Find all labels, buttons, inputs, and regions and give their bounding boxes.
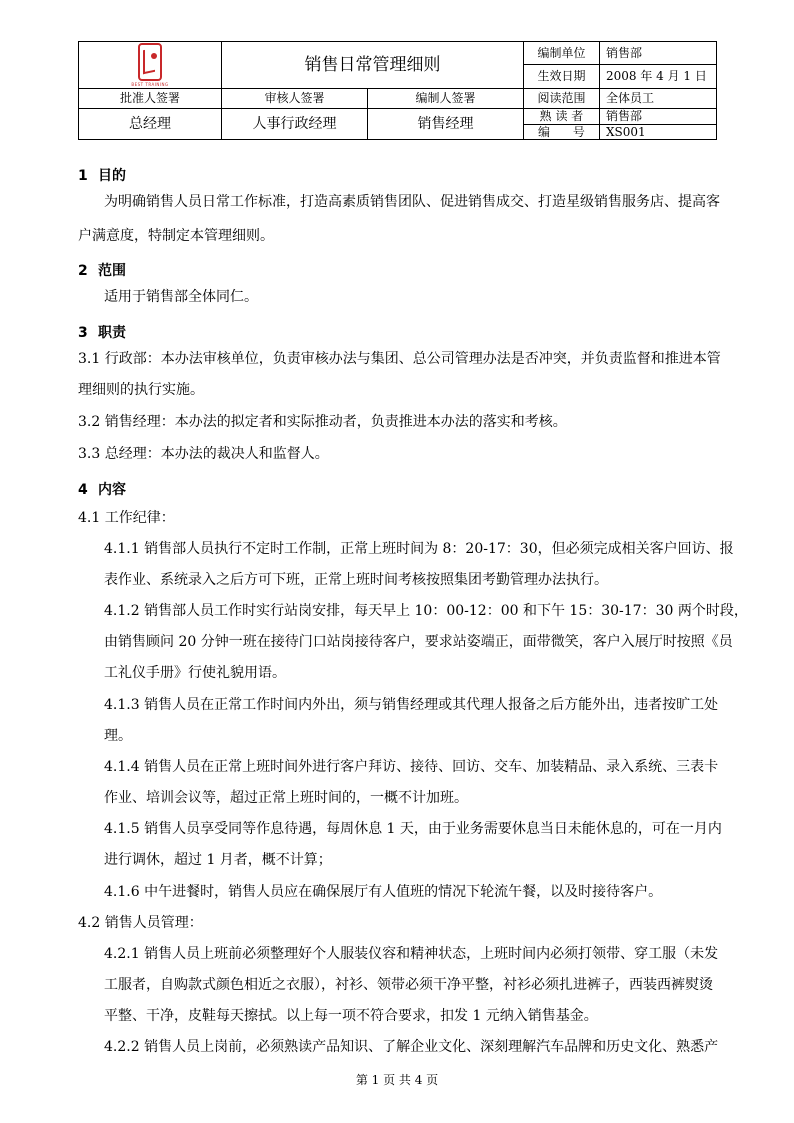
paragraph-line: 理细则的执行实施。: [78, 382, 204, 398]
sign-label-author: 编制人签署: [368, 89, 524, 109]
meta-label-effective-date: 生效日期: [524, 65, 600, 89]
document-title: 销售日常管理细则: [222, 42, 524, 89]
sign-label-approver: 批准人签署: [79, 89, 222, 109]
subsection-heading: 4.1 工作纪律：: [78, 510, 175, 526]
company-logo: [79, 42, 222, 89]
signer-author: 销售经理: [368, 109, 524, 140]
meta-value-scope: 全体员工: [600, 89, 717, 109]
paragraph-line: 平整、干净，皮鞋每天擦拭。以上每一项不符合要求，扣发 1 元纳入销售基金。: [104, 1008, 598, 1024]
paragraph-line: 进行调休，超过 1 月者，概不计算；: [104, 852, 332, 868]
paragraph-line: 作业、培训会议等，超过正常上班时间的，一概不计加班。: [104, 790, 468, 806]
section-heading-purpose: 1 目的: [78, 168, 126, 184]
seal-logo-icon: [138, 43, 162, 81]
meta-value-issuer: 销售部: [600, 42, 717, 65]
paragraph-line: 4.1.2 销售部人员工作时实行站岗安排，每天早上 10：00-12：00 和下午 15：30-17：30 两个时段，: [104, 603, 748, 619]
document-header-table: [78, 41, 717, 140]
paragraph-line: 4.1.5 销售人员享受同等作息待遇，每周休息 1 天，由于业务需要休息当日未能休息的，可在一月内: [104, 821, 722, 837]
paragraph-line: 3.3 总经理：本办法的裁决人和监督人。: [78, 446, 329, 462]
paragraph-line: 4.2.1 销售人员上班前必须整理好个人服装仪容和精神状态，上班时间内必须打领带、穿工服（未发: [104, 946, 719, 962]
sign-label-reviewer: 审核人签署: [222, 89, 368, 109]
signer-approver: 总经理: [79, 109, 222, 140]
meta-label-issuer: 编制单位: [524, 42, 600, 65]
paragraph-line: 户满意度，特制定本管理细则。: [78, 228, 274, 244]
paragraph-line: 工服者，自购款式颜色相近之衣服），衬衫、领带必须干净平整，衬衫必须扎进裤子，西装西裤熨烫: [104, 977, 713, 993]
paragraph-line: 3.2 销售经理：本办法的拟定者和实际推动者，负责推进本办法的落实和考核。: [78, 414, 567, 430]
paragraph-line: 3.1 行政部：本办法审核单位，负责审核办法与集团、总公司管理办法是否冲突，并负责监督和推进本管: [78, 351, 721, 367]
meta-label-scope: 阅读范围: [524, 89, 600, 109]
paragraph-line: 适用于销售部全体同仁。: [104, 289, 258, 305]
paragraph-line: 4.2.2 销售人员上岗前，必须熟读产品知识、了解企业文化、深刻理解汽车品牌和历史文化、熟悉产: [104, 1039, 719, 1055]
section-heading-duties: 3 职责: [78, 325, 126, 341]
logo-caption: BEST TRAINING: [131, 81, 169, 87]
paragraph-line: 4.1.3 销售人员在正常工作时间内外出，须与销售经理或其代理人报备之后方能外出，违者按旷工处: [104, 697, 719, 713]
paragraph-line: 工礼仪手册》行使礼貌用语。: [104, 665, 286, 681]
section-heading-content: 4 内容: [78, 482, 126, 498]
meta-value-effective-date: 2008 年 4 月 1 日: [600, 65, 717, 89]
paragraph-line: 由销售顾问 20 分钟一班在接待门口站岗接待客户，要求站姿端正，面带微笑，客户入展厅时按照《员: [104, 634, 733, 650]
paragraph-line: 4.1.1 销售部人员执行不定时工作制，正常上班时间为 8：20-17：30，但必须完成相关客户回访、报: [104, 541, 734, 557]
meta-label-number: 编 号: [524, 125, 600, 140]
section-heading-scope: 2 范围: [78, 263, 126, 279]
meta-value-readers: 销售部: [600, 109, 717, 125]
meta-label-readers: 熟 读 者: [524, 109, 600, 125]
paragraph-line: 4.1.6 中午进餐时，销售人员应在确保展厅有人值班的情况下轮流午餐，以及时接待客户。: [104, 884, 663, 900]
meta-value-number: XS001: [600, 125, 717, 140]
page-number: 第 1 页 共 4 页: [355, 1073, 439, 1087]
paragraph-line: 为明确销售人员日常工作标准，打造高素质销售团队、促进销售成交、打造星级销售服务店、提高客: [104, 194, 720, 210]
paragraph-line: 表作业、系统录入之后方可下班，正常上班时间考核按照集团考勤管理办法执行。: [104, 572, 608, 588]
subsection-heading: 4.2 销售人员管理：: [78, 915, 203, 931]
signer-reviewer: 人事行政经理: [222, 109, 368, 140]
paragraph-line: 理。: [104, 728, 132, 744]
paragraph-line: 4.1.4 销售人员在正常上班时间外进行客户拜访、接待、回访、交车、加装精品、录入系统、三表卡: [104, 759, 719, 775]
